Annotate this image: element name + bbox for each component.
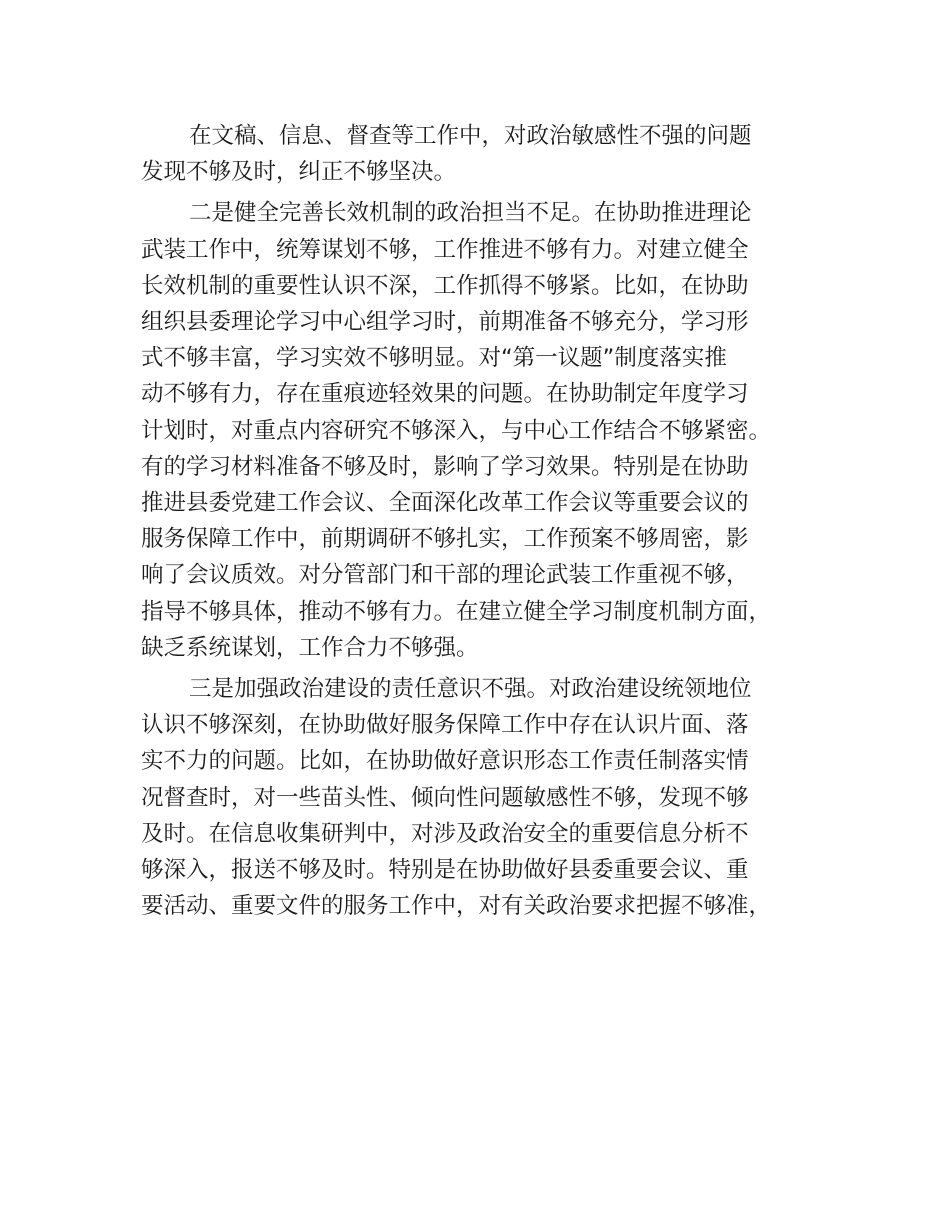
text-line: 响了会议质效。对分管部门和干部的理论武装工作重视不够， [141, 562, 749, 589]
text-line: 二是健全完善长效机制的政治担当不足。在协助推进理论 [189, 200, 752, 227]
text-line: 况督查时，对一些苗头性、倾向性问题敏感性不够，发现不够 [141, 784, 749, 811]
text-line: 三是加强政治建设的责任意识不强。对政治建设统领地位 [189, 676, 752, 703]
text-line: 在文稿、信息、督查等工作中，对政治敏感性不强的问题 [189, 123, 752, 149]
text-line: 发现不够及时，纠正不够坚决。 [141, 159, 457, 186]
text-line: 推进县委党建工作会议、全面深化改革工作会议等重要会议的 [141, 490, 749, 517]
text-line: 认识不够深刻，在协助做好服务保障工作中存在认识片面、落 [141, 712, 749, 739]
text-line: 动不够有力，存在重痕迹轻效果的问题。在协助制定年度学习 [141, 381, 749, 408]
text-line: 要活动、重要文件的服务工作中，对有关政治要求把握不够准， [141, 893, 772, 920]
paragraph-3 [141, 671, 841, 924]
text-line: 有的学习材料准备不够及时，影响了学习效果。特别是在协助 [141, 453, 749, 480]
text-line: 服务保障工作中，前期调研不够扎实，工作预案不够周密，影 [141, 526, 749, 553]
text-line: 缺乏系统谋划，工作合力不够强。 [141, 634, 479, 661]
text-line: 实不力的问题。比如，在协助做好意识形态工作责任制落实情 [141, 748, 749, 775]
text-line: 长效机制的重要性认识不深，工作抓得不够紧。比如，在协助 [141, 272, 749, 299]
text-line: 计划时，对重点内容研究不够深入，与中心工作结合不够紧密。 [141, 417, 772, 444]
text-line: 武装工作中，统筹谋划不够，工作推进不够有力。对建立健全 [141, 236, 749, 263]
text-line: 及时。在信息收集研判中，对涉及政治安全的重要信息分析不 [141, 820, 749, 847]
text-line: 指导不够具体，推动不够有力。在建立健全学习制度机制方面， [141, 598, 772, 625]
text-line: 够深入，报送不够及时。特别是在协助做好县委重要会议、重 [141, 857, 749, 884]
paragraph-1 [141, 118, 841, 190]
document-body [141, 118, 841, 929]
paragraph-2 [141, 195, 841, 666]
text-line: 式不够丰富，学习实效不够明显。对“第一议题”制度落实推 [141, 345, 727, 372]
text-line: 组织县委理论学习中心组学习时，前期准备不够充分，学习形 [141, 309, 749, 336]
